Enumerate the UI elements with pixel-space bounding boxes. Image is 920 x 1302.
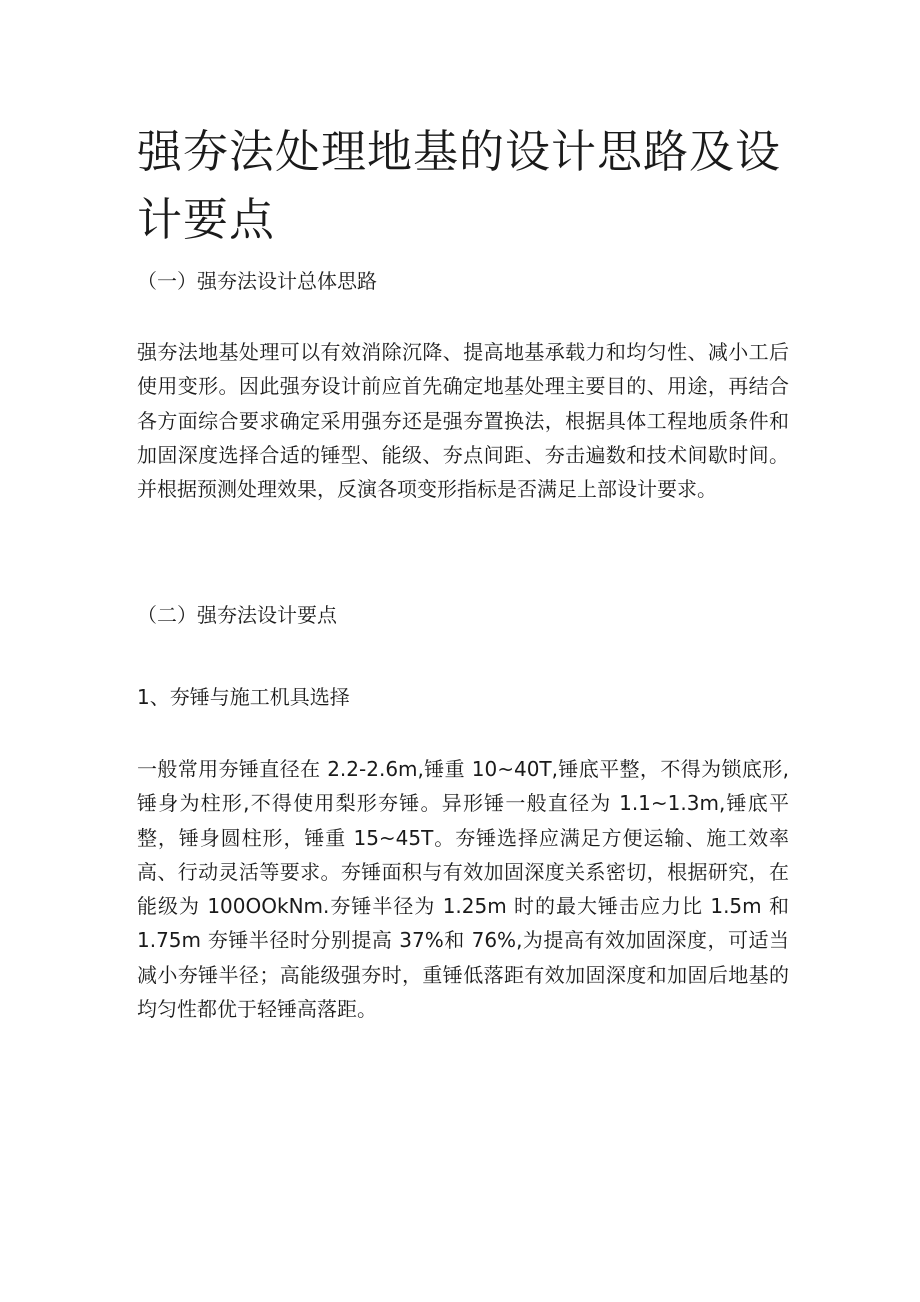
- paragraph-hammer-selection: 一般常用夯锤直径在 2.2-2.6m,锤重 10~40T,锤底平整，不得为锁底形,锤身为柱形,不得使用梨形夯锤。异形锤一般直径为 1.1~1.3m,锤底平整，锤身圆柱形，锤重 15~45T。夯锤选择应满足方便运输、施工效率高、行动灵活等要求。夯锤面积与有效加固深度关系密切，根据研究，在能级为 100OOkNm.夯锤半径为 1.25m 时的最大锤击应力比 1.5m 和 1.75m 夯锤半径时分别提高 37%和 76%,为提高有效加固深度，可适当减小夯锤半径；高能级强夯时，重锤低落距有效加固深度和加固后地基的均匀性都优于轻锤高落距。: [137, 757, 789, 1022]
- section-heading-design-points: （二）强夯法设计要点: [137, 603, 337, 627]
- subsection-heading-hammer-selection: 1、夯锤与施工机具选择: [137, 685, 350, 709]
- section-heading-overall-approach: （一）强夯法设计总体思路: [137, 269, 377, 293]
- paragraph-overall-approach: 强夯法地基处理可以有效消除沉降、提高地基承载力和均匀性、减小工后使用变形。因此强夯设计前应首先确定地基处理主要目的、用途，再结合各方面综合要求确定采用强夯还是强夯置换法，根据具体工程地质条件和加固深度选择合适的锤型、能级、夯点间距、夯击遍数和技术间歇时间。并根据预测处理效果，反演各项变形指标是否满足上部设计要求。: [137, 340, 789, 502]
- document-title: 强夯法处理地基的设计思路及设计要点: [137, 125, 782, 246]
